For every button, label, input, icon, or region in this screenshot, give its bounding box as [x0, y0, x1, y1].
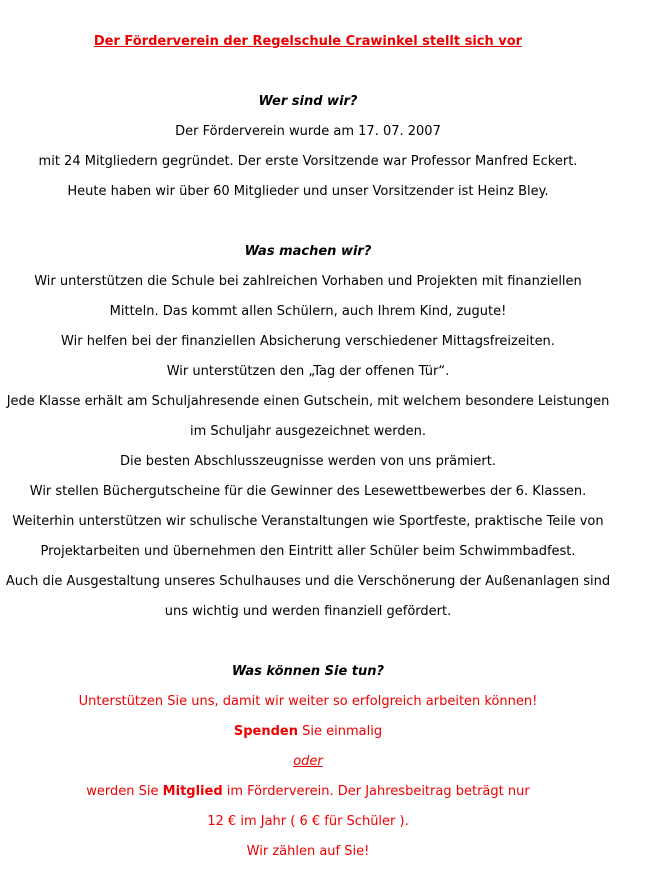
paragraph-line: Weiterhin unterstützen wir schulische Veranstaltungen wie Sportfeste, praktische Teile von — [12, 514, 604, 529]
paragraph-line: Wir stellen Büchergutscheine für die Gewinner des Lesewettbewerbes der 6. Klassen. — [29, 484, 587, 499]
paragraph-line: im Schuljahr ausgezeichnet werden. — [189, 424, 427, 439]
paragraph-line: Heute haben wir über 60 Mitglieder und unser Vorsitzender ist Heinz Bley. — [67, 184, 549, 199]
membership-fee-line: 12 € im Jahr ( 6 € für Schüler ). — [207, 814, 409, 829]
donate-line — [0, 724, 616, 740]
section-heading-what-can-you-do: Was können Sie tun? — [231, 664, 385, 679]
closing-line: Wir zählen auf Sie! — [246, 844, 370, 859]
section-heading-what: Was machen wir? — [244, 244, 372, 259]
paragraph-line: Der Förderverein wurde am 17. 07. 2007 — [175, 124, 441, 139]
document-title: Der Förderverein der Regelschule Crawinkel stellt sich vor — [93, 34, 523, 49]
paragraph-line: Wir helfen bei der finanziellen Absicherung verschiedener Mittagsfreizeiten. — [61, 334, 555, 349]
paragraph-line: Mitteln. Das kommt allen Schülern, auch Ihrem Kind, zugute! — [109, 304, 507, 319]
paragraph-line: Wir unterstützen die Schule bei zahlreichen Vorhaben und Projekten mit finanziellen — [34, 274, 582, 289]
donate-emphasis: Spenden — [233, 724, 299, 739]
or-separator: oder — [293, 754, 323, 769]
paragraph-line: uns wichtig und werden finanziell gefördert. — [164, 604, 452, 619]
call-to-action-line: Unterstützen Sie uns, damit wir weiter so erfolgreich arbeiten können! — [78, 694, 538, 709]
paragraph-line: Jede Klasse erhält am Schuljahresende einen Gutschein, mit welchem besondere Leistungen — [6, 394, 610, 409]
donate-rest: Sie einmalig — [298, 724, 383, 739]
membership-post: im Förderverein. Der Jahresbeitrag beträgt nur — [222, 784, 530, 799]
paragraph-line: Auch die Ausgestaltung unseres Schulhauses und die Verschönerung der Außenanlagen sind — [5, 574, 611, 589]
paragraph-line: Wir unterstützen den „Tag der offenen Tür“. — [166, 364, 450, 379]
section-heading-who: Wer sind wir? — [258, 94, 358, 109]
paragraph-line: Die besten Abschlusszeugnisse werden von uns prämiert. — [120, 454, 496, 469]
membership-emphasis: Mitglied — [162, 784, 223, 799]
paragraph-line: mit 24 Mitgliedern gegründet. Der erste Vorsitzende war Professor Manfred Eckert. — [38, 154, 578, 169]
membership-line — [0, 784, 616, 800]
membership-pre: werden Sie — [86, 784, 163, 799]
paragraph-line: Projektarbeiten und übernehmen den Eintritt aller Schüler beim Schwimmbadfest. — [40, 544, 576, 559]
